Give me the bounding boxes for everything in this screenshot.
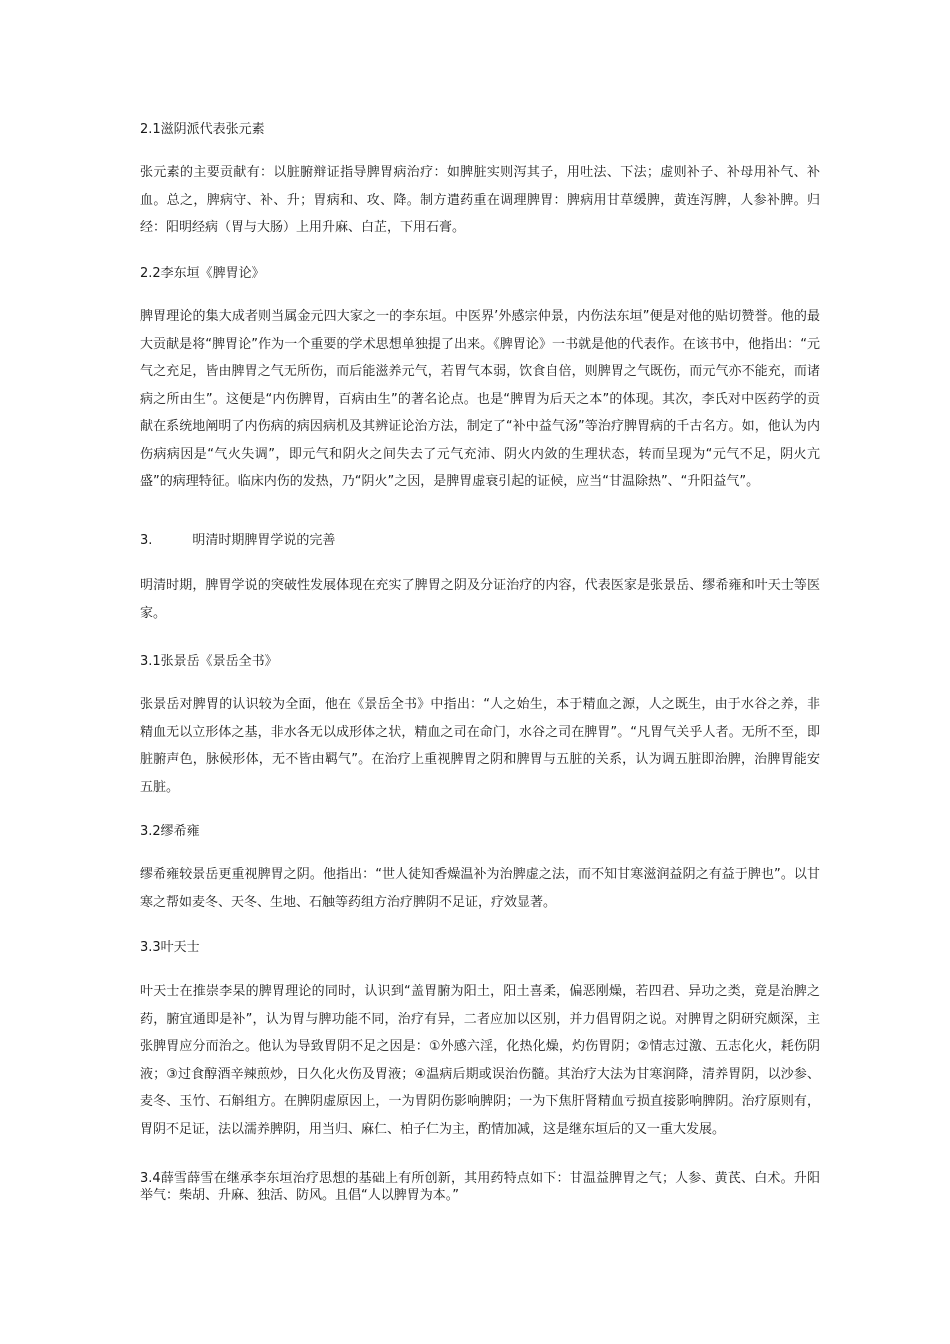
section-heading-3-1: 3.1张景岳《景岳全书》 (140, 654, 278, 669)
section-paragraph-3-4 (140, 1170, 820, 1204)
section-heading-3-3: 3.3叶天士 (140, 940, 200, 955)
section-paragraph-3: 明清时期，脾胃学说的突破性发展体现在充实了脾胃之阴及分证治疗的内容，代表医家是张景岳、缪希雍和叶天士等医家。 (140, 578, 820, 621)
section-paragraph-3-4-text: 薛雪薛雪在继承李东垣治疗思想的基础上有所创新，其用药特点如下：甘温益脾胃之气；人参、黄芪、白术。升阳举气：柴胡、升麻、独活、防风。且倡“人以脾胃为本。” (140, 1171, 820, 1203)
section-heading-2-1: 2.1滋阴派代表张元素 (140, 122, 265, 137)
section-paragraph-2-2: 脾胃理论的集大成者则当属金元四大家之一的李东垣。中医界’外感宗仲景，内伤法东垣”便是对他的贴切赞誉。他的最大贡献是将“脾胃论”作为一个重要的学术思想单独提了出来。《脾胃论》一书就是他的代表作。在该书中，他指出：“元气之充足，皆由脾胃之气无所伤，而后能滋养元气，若胃气本弱，饮食自倍，则脾胃之气既伤，而元气亦不能充，而诸病之所由生”。这便是“内伤脾胃，百病由生”的著名论点。也是“脾胃为后天之本”的体现。其次，李氏对中医药学的贡献在系统地阐明了内伤病的病因病机及其辨证论治方法，制定了“补中益气汤”等治疗脾胃病的千古名方。如，他认为内伤病病因是“气火失调”，即元气和阴火之间失去了元气充沛、阴火内敛的生理状态，转而呈现为“元气不足，阴火亢盛”的病理特征。临床内伤的发热，乃“阴火”之因，是脾胃虚衰引起的证候，应当“甘温除热”、“升阳益气”。 (140, 309, 820, 489)
section-heading-2-2: 2.2李东垣《脾胃论》 (140, 266, 265, 281)
section-heading-3-2: 3.2缪希雍 (140, 824, 200, 839)
section-paragraph-3-1: 张景岳对脾胃的认识较为全面，他在《景岳全书》中指出：“人之始生，本于精血之源，人之既生，由于水谷之养，非精血无以立形体之基，非水各无以成形体之状，精血之司在命门，水谷之司在脾胃”。“凡胃气关乎人者。无所不至，即脏腑声色，脉候形体，无不皆由羁气”。在治疗上重视脾胃之阴和脾胃与五脏的关系，认为调五脏即治脾，治脾胃能安五脏。 (140, 697, 820, 795)
section-paragraph-3-3: 叶天士在推崇李杲的脾胃理论的同时，认识到“盖胃腑为阳土，阳土喜柔，偏恶刚燥，若四君、异功之类，竟是治脾之药，腑宜通即是补”，认为胃与脾功能不同，治疗有异，二者应加以区别，并力倡胃阴之说。对脾胃之阴研究颇深，主张脾胃应分而治之。他认为导致胃阴不足之因是：①外感六淫，化热化燥，灼伤胃阴；②情志过激、五志化火，耗伤阴液；③过食醇酒辛辣煎炒，日久化火伤及胃液；④温病后期或误治伤髓。其治疗大法为甘寒润降，清养胃阴，以沙参、麦冬、玉竹、石斛组方。在脾阴虚原因上，一为胃阴伤影响脾阴；一为下焦肝肾精血亏损直接影响脾阴。治疗原则有，胃阴不足证，法以濡养脾阴，用当归、麻仁、柏子仁为主，酌情加减，这是继东垣后的又一重大发展。 (140, 984, 820, 1137)
section-heading-3-text: 明清时期脾胃学说的完善 (192, 533, 336, 548)
section-paragraph-3-2: 缪希雍较景岳更重视脾胃之阴。他指出：“世人徒知香燥温补为治脾虚之法，而不知甘寒滋润益阴之有益于脾也”。以甘寒之帮如麦冬、天冬、生地、石触等药组方治疗脾阴不足证，疗效显著。 (140, 867, 820, 910)
section-heading-3-number: 3. (140, 533, 153, 548)
section-paragraph-2-1: 张元素的主要贡献有：以脏腑辩证指导脾胃病治疗：如脾脏实则泻其子，用吐法、下法；虚则补子、补母用补气、补血。总之，脾病守、补、升；胃病和、攻、降。制方遣药重在调理脾胃：脾病用甘草缓脾，黄连泻脾，人参补脾。归经：阳明经病（胃与大肠）上用升麻、白芷，下用石膏。 (140, 165, 820, 235)
section-heading-3-4: 3.4 (140, 1171, 161, 1186)
section-heading-3 (140, 531, 820, 551)
